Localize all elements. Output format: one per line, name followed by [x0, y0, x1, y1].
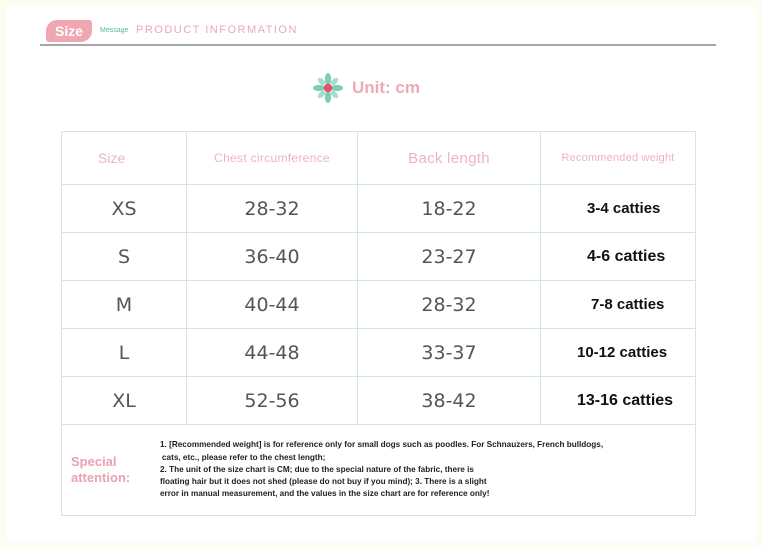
header-recommended-weight: Recommended weight — [541, 132, 696, 185]
chest-cell: 52-56 — [187, 377, 358, 425]
size-tab: Size — [46, 20, 92, 42]
size-cell: M — [62, 281, 187, 329]
back-length-cell: 38-42 — [358, 377, 541, 425]
chest-cell: 40-44 — [187, 281, 358, 329]
header-back-length: Back length — [358, 132, 541, 185]
flower-icon — [312, 72, 344, 104]
size-cell: XL — [62, 377, 187, 425]
weight-cell: 13-16 catties — [541, 377, 696, 425]
weight-cell: 7-8 catties — [541, 281, 696, 329]
size-cell: S — [62, 233, 187, 281]
header-divider — [40, 44, 716, 46]
notes-cell — [62, 425, 696, 516]
chest-cell: 28-32 — [187, 185, 358, 233]
weight-cell: 3-4 catties — [541, 185, 696, 233]
back-length-cell: 28-32 — [358, 281, 541, 329]
table-row — [62, 281, 696, 329]
header-size: Size — [62, 132, 187, 185]
message-tag: Message — [100, 27, 129, 34]
table-row — [62, 185, 696, 233]
note-line: 2. The unit of the size chart is CM; due to the special nature of the fabric, there is — [160, 464, 474, 474]
note-line: error in manual measurement, and the values in the size chart are for reference only! — [160, 489, 490, 499]
table-row — [62, 233, 696, 281]
chest-cell: 44-48 — [187, 329, 358, 377]
notes-text — [152, 439, 695, 500]
back-length-cell: 23-27 — [358, 233, 541, 281]
back-length-cell: 18-22 — [358, 185, 541, 233]
table-header-row — [62, 132, 696, 185]
chest-cell: 36-40 — [187, 233, 358, 281]
notes-row — [62, 425, 696, 516]
special-label-line: Special — [71, 454, 117, 469]
size-table — [61, 131, 696, 516]
header-bar — [40, 18, 716, 46]
table-row — [62, 377, 696, 425]
table-row — [62, 329, 696, 377]
size-cell: L — [62, 329, 187, 377]
attention-label-line: attention: — [71, 470, 131, 485]
header-chest-circumference: Chest circumference — [187, 132, 358, 185]
note-line: cats, etc., please refer to the chest length; — [162, 452, 326, 462]
unit-label: Unit: cm — [352, 78, 420, 97]
weight-cell: 10-12 catties — [541, 329, 696, 377]
note-line: floating hair but it does not shed (please do not buy if you mind); 3. There is a slight — [160, 477, 487, 487]
back-length-cell: 33-37 — [358, 329, 541, 377]
size-cell: XS — [62, 185, 187, 233]
note-line: 1. [Recommended weight] is for reference only for small dogs such as poodles. For Schnauzers, French bulldogs, — [160, 440, 604, 450]
product-information-title: PRODUCT INFORMATION — [136, 24, 298, 36]
special-attention-label — [62, 454, 152, 486]
unit-row — [312, 72, 420, 104]
weight-cell: 4-6 catties — [541, 233, 696, 281]
